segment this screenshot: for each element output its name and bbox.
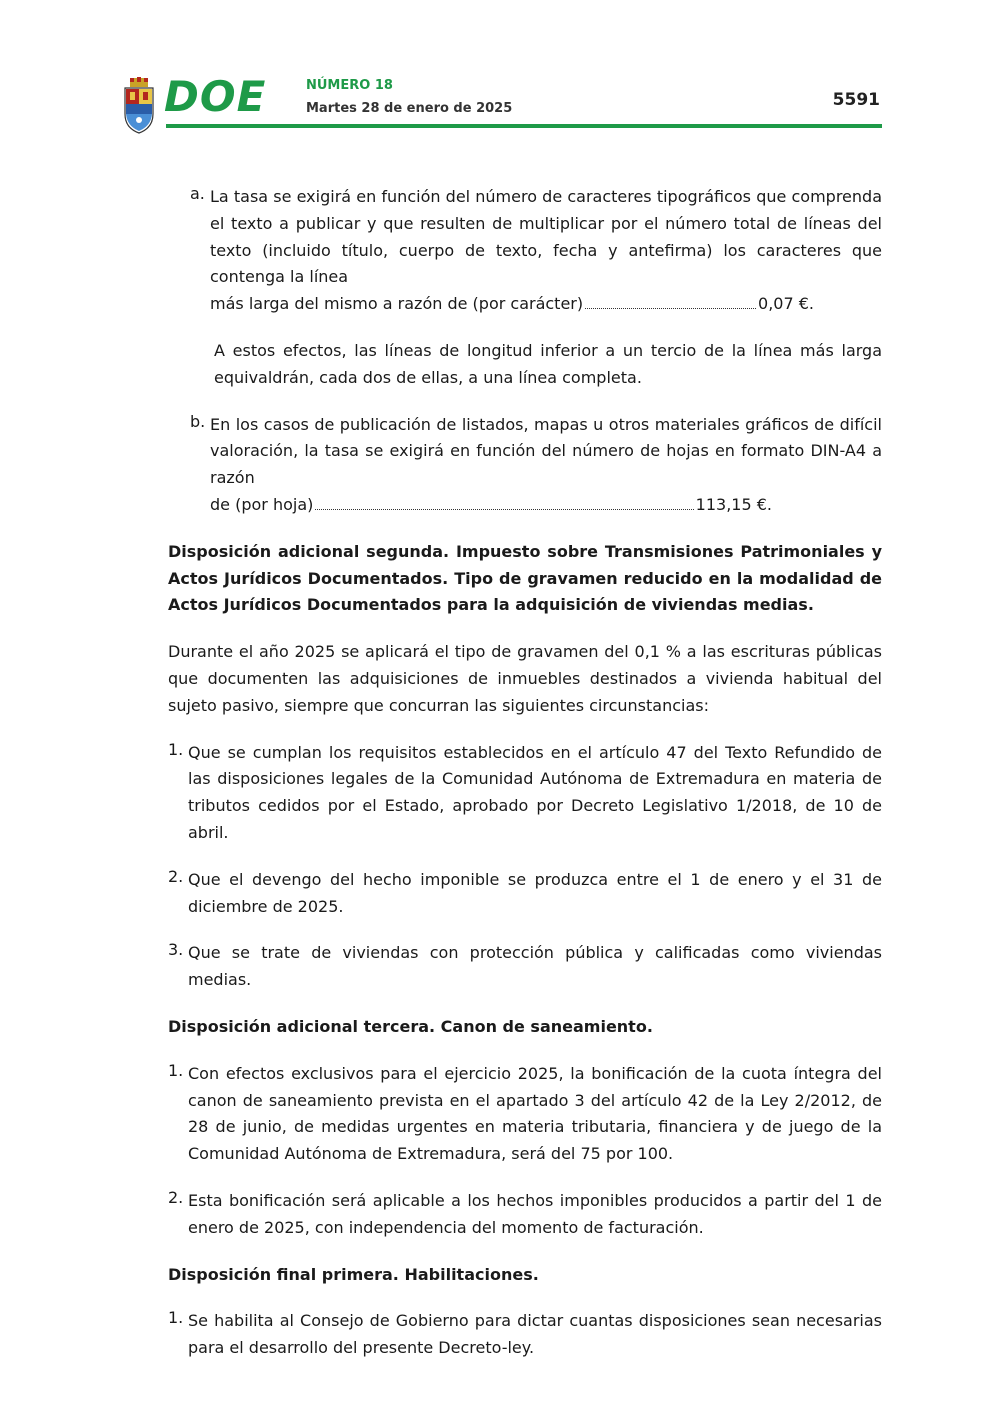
list-item-text: Se habilita al Consejo de Gobierno para dictar cuantas disposiciones sean necesarias para el desarrollo del presente Decreto-ley. bbox=[188, 1311, 882, 1358]
dot-leader bbox=[315, 509, 693, 510]
list-item bbox=[168, 1188, 882, 1242]
fee-line bbox=[210, 492, 772, 519]
page-number: 5591 bbox=[832, 90, 880, 110]
list-marker: b. bbox=[190, 411, 206, 431]
list-item bbox=[168, 940, 882, 994]
document-body bbox=[168, 184, 882, 1362]
note-paragraph: A estos efectos, las líneas de longitud inferior a un tercio de la línea más larga equivaldrán, cada dos de ellas, a una línea completa. bbox=[214, 340, 882, 387]
list-item-text: Que se trate de viviendas con protección pública y calificadas como viviendas medias. bbox=[188, 943, 882, 990]
fee-value: 113,15 €. bbox=[695, 494, 772, 514]
list-item bbox=[168, 740, 882, 847]
dot-leader bbox=[585, 308, 756, 309]
list-marker: 2. bbox=[168, 866, 184, 886]
fee-label: más larga del mismo a razón de (por carácter) bbox=[210, 294, 584, 314]
list-marker: 2. bbox=[168, 1187, 184, 1207]
coat-of-arms-icon bbox=[122, 76, 156, 134]
list-marker: 1. bbox=[168, 1060, 184, 1080]
fee-line bbox=[210, 291, 814, 318]
section-heading: Disposición adicional segunda. Impuesto sobre Transmisiones Patrimoniales y Actos Jurídicos Documentados. Tipo de gravamen reducido en la modalidad de Actos Jurídicos Documentados para la adquisición de viviendas medias. bbox=[168, 541, 882, 615]
issue-date: Martes 28 de enero de 2025 bbox=[306, 101, 513, 116]
list-item bbox=[168, 1061, 882, 1168]
list-item-text: Con efectos exclusivos para el ejercicio 2025, la bonificación de la cuota íntegra del canon de saneamiento prevista en el apartado 3 del artículo 42 de la Ley 2/2012, de 28 de junio, de medidas urgentes en materia tributaria, financiera y de juego de la Comunidad Autónoma de Extremadura, será del 75 por 100. bbox=[188, 1063, 882, 1164]
doe-logo: DOE bbox=[164, 72, 267, 121]
section-intro: Durante el año 2025 se aplicará el tipo de gravamen del 0,1 % a las escrituras públicas que documenten las adquisiciones de inmuebles destinados a vivienda habitual del sujeto pasivo, siempre que concurran las siguientes circunstancias: bbox=[168, 642, 882, 715]
section-heading: Disposición final primera. Habilitaciones. bbox=[168, 1264, 539, 1284]
list-item-text: Que el devengo del hecho imponible se produzca entre el 1 de enero y el 31 de diciembre de 2025. bbox=[188, 869, 882, 916]
list-item-b bbox=[168, 412, 882, 519]
list-item bbox=[168, 867, 882, 921]
list-item bbox=[168, 1308, 882, 1362]
fee-label: de (por hoja) bbox=[210, 494, 314, 514]
list-marker: 3. bbox=[168, 940, 184, 960]
list-item-a bbox=[168, 184, 882, 318]
list-item-text: En los casos de publicación de listados, mapas u otros materiales gráficos de difícil valoración, la tasa se exigirá en función del número de hojas en formato DIN-A4 a razón bbox=[210, 414, 882, 488]
page-header bbox=[120, 72, 882, 132]
list-marker: 1. bbox=[168, 1308, 184, 1328]
list-marker: a. bbox=[190, 184, 205, 203]
list-item-text: Que se cumplan los requisitos establecidos en el artículo 47 del Texto Refundido de las disposiciones legales de la Comunidad Autónoma de Extremadura en materia de tributos cedidos por el Estado, aprobado por Decreto Legislativo 1/2018, de 10 de abril. bbox=[188, 742, 882, 842]
list-marker: 1. bbox=[168, 739, 184, 759]
header-divider bbox=[166, 124, 882, 128]
list-item-text: La tasa se exigirá en función del número de caracteres tipográficos que comprenda el texto a publicar y que resulten de multiplicar por el número total de líneas del texto (incluido título, cuerpo de texto, fecha y antefirma) los caracteres que contenga la línea bbox=[210, 187, 882, 287]
issue-number: NÚMERO 18 bbox=[306, 78, 393, 93]
fee-value: 0,07 €. bbox=[758, 294, 814, 314]
list-item-text: Esta bonificación será aplicable a los hechos imponibles producidos a partir del 1 de enero de 2025, con independencia del momento de facturación. bbox=[188, 1190, 882, 1237]
section-heading: Disposición adicional tercera. Canon de saneamiento. bbox=[168, 1016, 653, 1036]
